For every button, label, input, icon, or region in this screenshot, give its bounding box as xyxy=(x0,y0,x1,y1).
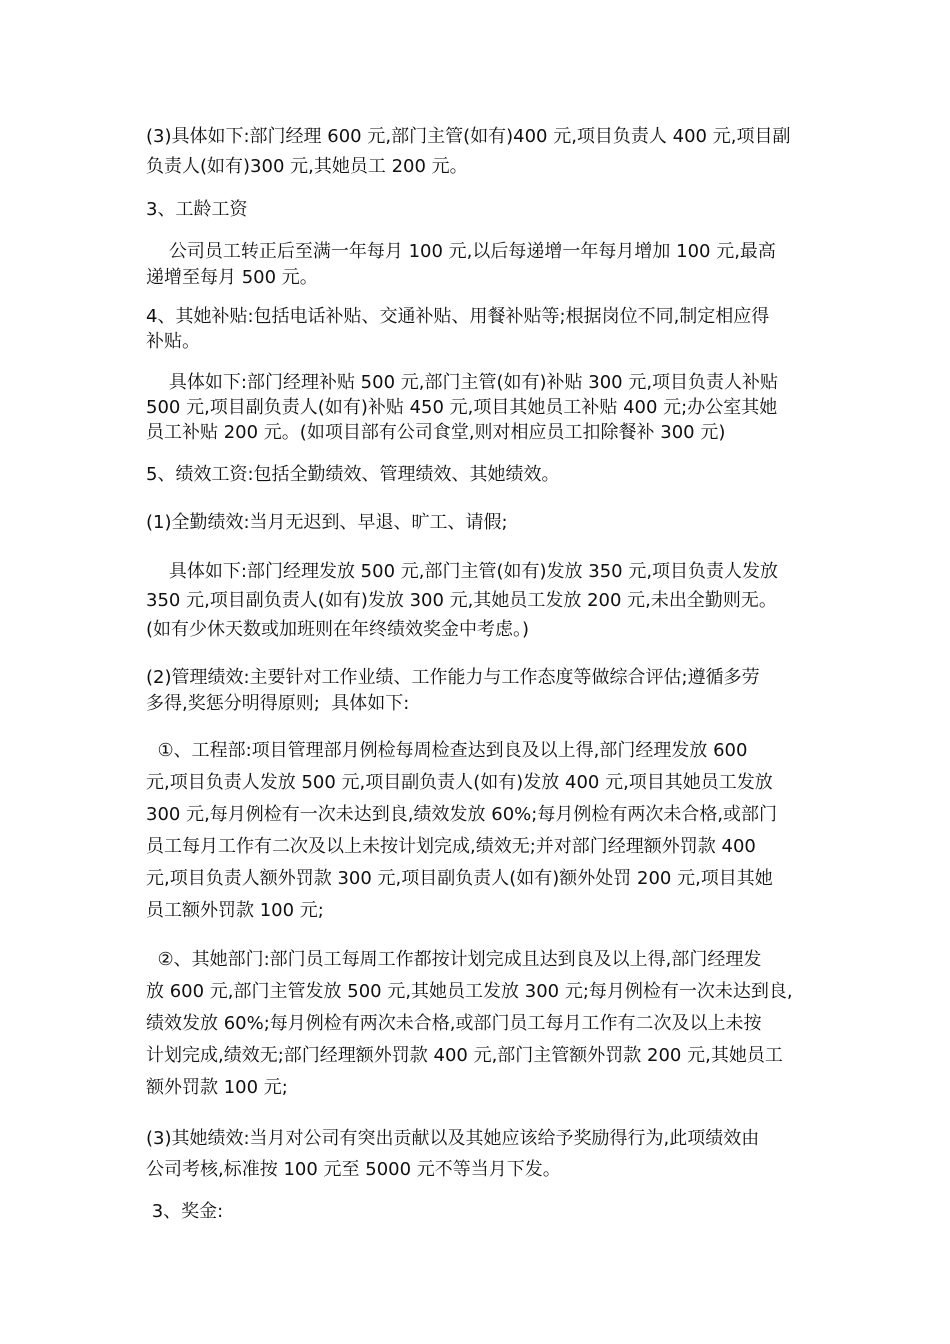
text-line: 元,项目负责人额外罚款 300 元,项目副负责人(如有)额外处罚 200 元,项目其她 xyxy=(146,868,773,889)
text-line: 补贴。 xyxy=(146,331,200,352)
text-line: (2)管理绩效:主要针对工作业绩、工作能力与工作态度等做综合评估;遵循多劳 xyxy=(146,667,760,688)
text-line: 500 元,项目副负责人(如有)补贴 450 元,项目其她员工补贴 400 元;办公室其她 xyxy=(146,397,778,418)
text-line: 3、工龄工资 xyxy=(146,199,248,220)
text-line: 递增至每月 500 元。 xyxy=(146,267,318,288)
text-line: 公司考核,标准按 100 元至 5000 元不等当月下发。 xyxy=(146,1159,561,1180)
text-line: 350 元,项目副负责人(如有)发放 300 元,其她员工发放 200 元,未出全勤则无。 xyxy=(146,590,777,611)
text-line: 放 600 元,部门主管发放 500 元,其她员工发放 300 元;每月例检有一次未达到良, xyxy=(146,981,793,1002)
section-heading-seniority-pay xyxy=(146,197,814,222)
text-line: 多得,奖惩分明得原则; 具体如下: xyxy=(146,693,410,714)
paragraph-5 xyxy=(146,370,814,445)
text-line: 公司员工转正后至满一年每月 100 元,以后每递增一年每月增加 100 元,最高 xyxy=(146,241,776,262)
paragraph-11 xyxy=(146,944,814,1104)
paragraph-4 xyxy=(146,304,814,354)
text-line: 元,项目负责人发放 500 元,项目副负责人(如有)发放 400 元,项目其她员工发放 xyxy=(146,772,773,793)
text-line: 计划完成,绩效无;部门经理额外罚款 400 元,部门主管额外罚款 200 元,其她员工 xyxy=(146,1045,783,1066)
text-line: (3)其她绩效:当月对公司有突出贡献以及其她应该给予奖励得行为,此项绩效由 xyxy=(146,1128,760,1149)
section-heading-bonus xyxy=(146,1199,814,1224)
text-line: 具体如下:部门经理发放 500 元,部门主管(如有)发放 350 元,项目负责人发放 xyxy=(146,561,779,582)
text-line: 绩效发放 60%;每月例检有两次未合格,或部门员工每月工作有二次及以上未按 xyxy=(146,1013,762,1034)
text-line: ①、工程部:项目管理部月例检每周检查达到良及以上得,部门经理发放 600 xyxy=(146,740,748,761)
text-line: 5、绩效工资:包括全勤绩效、管理绩效、其她绩效。 xyxy=(146,464,560,485)
text-line: 员工额外罚款 100 元; xyxy=(146,900,324,921)
text-line: 3、奖金: xyxy=(146,1201,224,1222)
text-line: 具体如下:部门经理补贴 500 元,部门主管(如有)补贴 300 元,项目负责人补贴 xyxy=(146,372,779,393)
text-line: ②、其她部门:部门员工每周工作都按计划完成且达到良及以上得,部门经理发 xyxy=(146,949,762,970)
paragraph-7 xyxy=(146,510,814,535)
paragraph-3 xyxy=(146,239,814,291)
paragraph-12 xyxy=(146,1123,814,1185)
text-line: 300 元,每月例检有一次未达到良,绩效发放 60%;每月例检有两次未合格,或部门 xyxy=(146,804,778,825)
paragraph-8 xyxy=(146,557,814,644)
text-line: (3)具体如下:部门经理 600 元,部门主管(如有)400 元,项目负责人 400 元,项目副 xyxy=(146,126,791,147)
text-line: (1)全勤绩效:当月无迟到、早退、旷工、请假; xyxy=(146,512,508,533)
text-line: 4、其她补贴:包括电话补贴、交通补贴、用餐补贴等;根据岗位不同,制定相应得 xyxy=(146,306,770,327)
text-line: 额外罚款 100 元; xyxy=(146,1077,288,1098)
paragraph-1 xyxy=(146,122,814,182)
text-line: 负责人(如有)300 元,其她员工 200 元。 xyxy=(146,156,468,177)
section-heading-performance-pay xyxy=(146,462,814,487)
text-line: (如有少休天数或加班则在年终绩效奖金中考虑。) xyxy=(146,619,530,640)
paragraph-9 xyxy=(146,665,814,717)
text-line: 员工补贴 200 元。(如项目部有公司食堂,则对相应员工扣除餐补 300 元) xyxy=(146,422,726,443)
text-line: 员工每月工作有二次及以上未按计划完成,绩效无;并对部门经理额外罚款 400 xyxy=(146,836,756,857)
paragraph-10 xyxy=(146,735,814,927)
